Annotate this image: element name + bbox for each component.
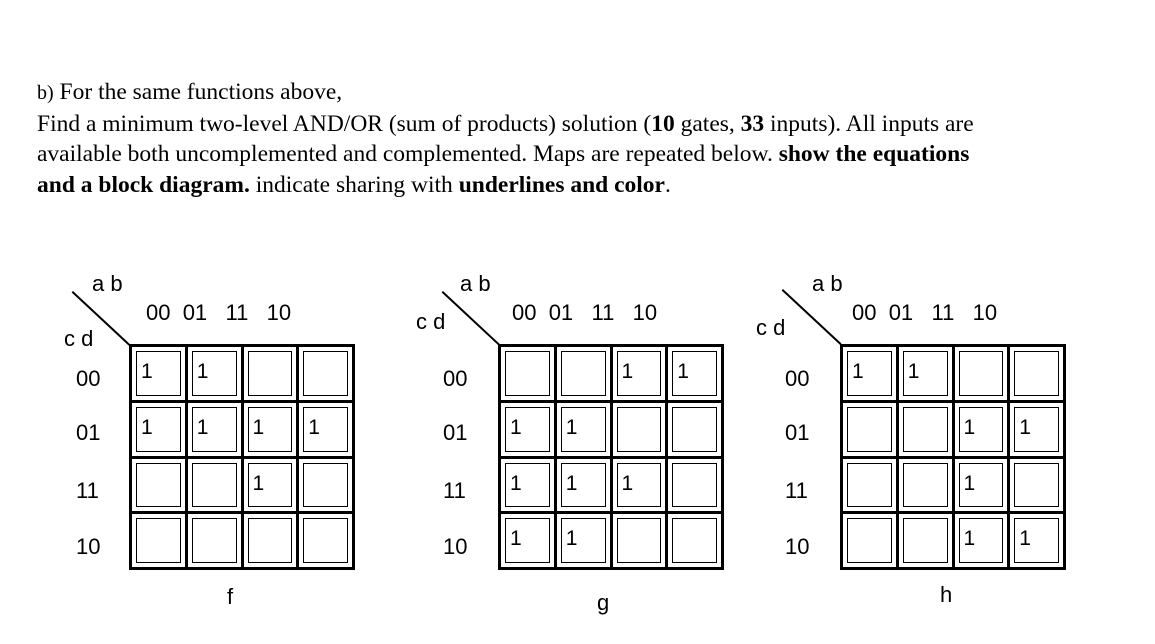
row-label-00: 00	[76, 366, 101, 391]
gate-count: 10	[651, 110, 675, 137]
cell	[668, 514, 721, 567]
cell	[132, 514, 185, 567]
diagonal-divider	[782, 289, 842, 345]
row-label-10: 10	[443, 534, 468, 559]
row-label-01: 01	[76, 420, 101, 445]
cell	[188, 514, 241, 567]
cell	[132, 459, 185, 512]
ab-label: a b	[460, 271, 491, 296]
cell	[299, 459, 352, 512]
row-label-10: 10	[785, 534, 810, 559]
kmap-grid	[498, 344, 724, 570]
part-label: b)	[37, 82, 54, 104]
line4-bold-a: and a block diagram.	[37, 171, 250, 198]
cd-label: c d	[756, 315, 786, 340]
cd-label: c d	[416, 309, 446, 334]
line1-text: For the same functions above,	[53, 79, 343, 105]
cell	[1010, 347, 1063, 400]
kmap-grid	[129, 344, 355, 570]
cell: 1	[1010, 403, 1063, 456]
cell: 1	[501, 403, 554, 456]
cell: 1	[613, 459, 666, 512]
column-labels: 00 01 11 10	[146, 300, 292, 325]
cell	[501, 347, 554, 400]
cell	[843, 403, 896, 456]
row-label-00: 00	[785, 366, 810, 391]
ab-label: a b	[812, 271, 843, 296]
cell: 1	[188, 347, 241, 400]
kmap-grid	[840, 344, 1066, 570]
cell: 1	[668, 347, 721, 400]
function-name: g	[597, 590, 610, 615]
cell: 1	[188, 403, 241, 456]
line4-text-d: .	[665, 171, 671, 198]
cell	[244, 514, 297, 567]
cd-label: c d	[64, 326, 94, 351]
cell	[899, 514, 952, 567]
line3-bold: show the equations	[778, 141, 970, 167]
cell: 1	[613, 347, 666, 400]
cell	[299, 347, 352, 400]
row-label-10: 10	[76, 534, 101, 559]
cell	[299, 514, 352, 567]
cell: 1	[557, 459, 610, 512]
row-label-01: 01	[443, 420, 468, 445]
cell	[1010, 459, 1063, 512]
column-labels: 00 01 11 10	[512, 300, 658, 325]
cell: 1	[1010, 514, 1063, 567]
cell: 1	[132, 403, 185, 456]
cell: 1	[501, 514, 554, 567]
column-labels: 00 01 11 10	[852, 300, 998, 325]
row-label-11: 11	[443, 478, 466, 503]
cell	[899, 459, 952, 512]
problem-line-3	[37, 139, 1137, 170]
cell	[668, 403, 721, 456]
line4-bold-c: underlines and color	[458, 171, 665, 198]
cell	[843, 459, 896, 512]
row-label-11: 11	[76, 478, 99, 503]
cell	[188, 459, 241, 512]
line2-text-a: Find a minimum two-level AND/OR (sum of products) solution (	[37, 110, 652, 137]
cell	[899, 403, 952, 456]
cell: 1	[955, 514, 1008, 567]
function-name: f	[227, 584, 234, 609]
problem-line-4	[37, 170, 1137, 201]
row-label-01: 01	[785, 420, 810, 445]
cell	[557, 347, 610, 400]
cell: 1	[557, 514, 610, 567]
input-count: 33	[740, 110, 765, 137]
cell: 1	[244, 403, 297, 456]
cell: 1	[132, 347, 185, 400]
problem-line-2	[37, 109, 1137, 140]
cell: 1	[299, 403, 352, 456]
cell: 1	[955, 459, 1008, 512]
row-label-11: 11	[785, 478, 808, 503]
cell	[613, 403, 666, 456]
cell: 1	[244, 459, 297, 512]
cell	[613, 514, 666, 567]
cell	[244, 347, 297, 400]
line2-text-e: inputs). All inputs are	[764, 110, 974, 137]
cell	[955, 347, 1008, 400]
cell: 1	[501, 459, 554, 512]
line2-text-c: gates,	[674, 110, 741, 137]
line3-text-a: available both uncomplemented and complemented. Maps are repeated below.	[37, 141, 779, 167]
cell: 1	[843, 347, 896, 400]
cell: 1	[899, 347, 952, 400]
cell	[668, 459, 721, 512]
cell: 1	[955, 403, 1008, 456]
line4-text-b: indicate sharing with	[249, 171, 459, 198]
row-label-00: 00	[443, 366, 468, 391]
diagonal-divider	[442, 291, 500, 346]
problem-statement	[37, 77, 1137, 200]
ab-label: a b	[92, 271, 123, 296]
cell	[843, 514, 896, 567]
problem-line-1	[37, 77, 1137, 109]
cell: 1	[557, 403, 610, 456]
function-name: h	[940, 582, 953, 607]
